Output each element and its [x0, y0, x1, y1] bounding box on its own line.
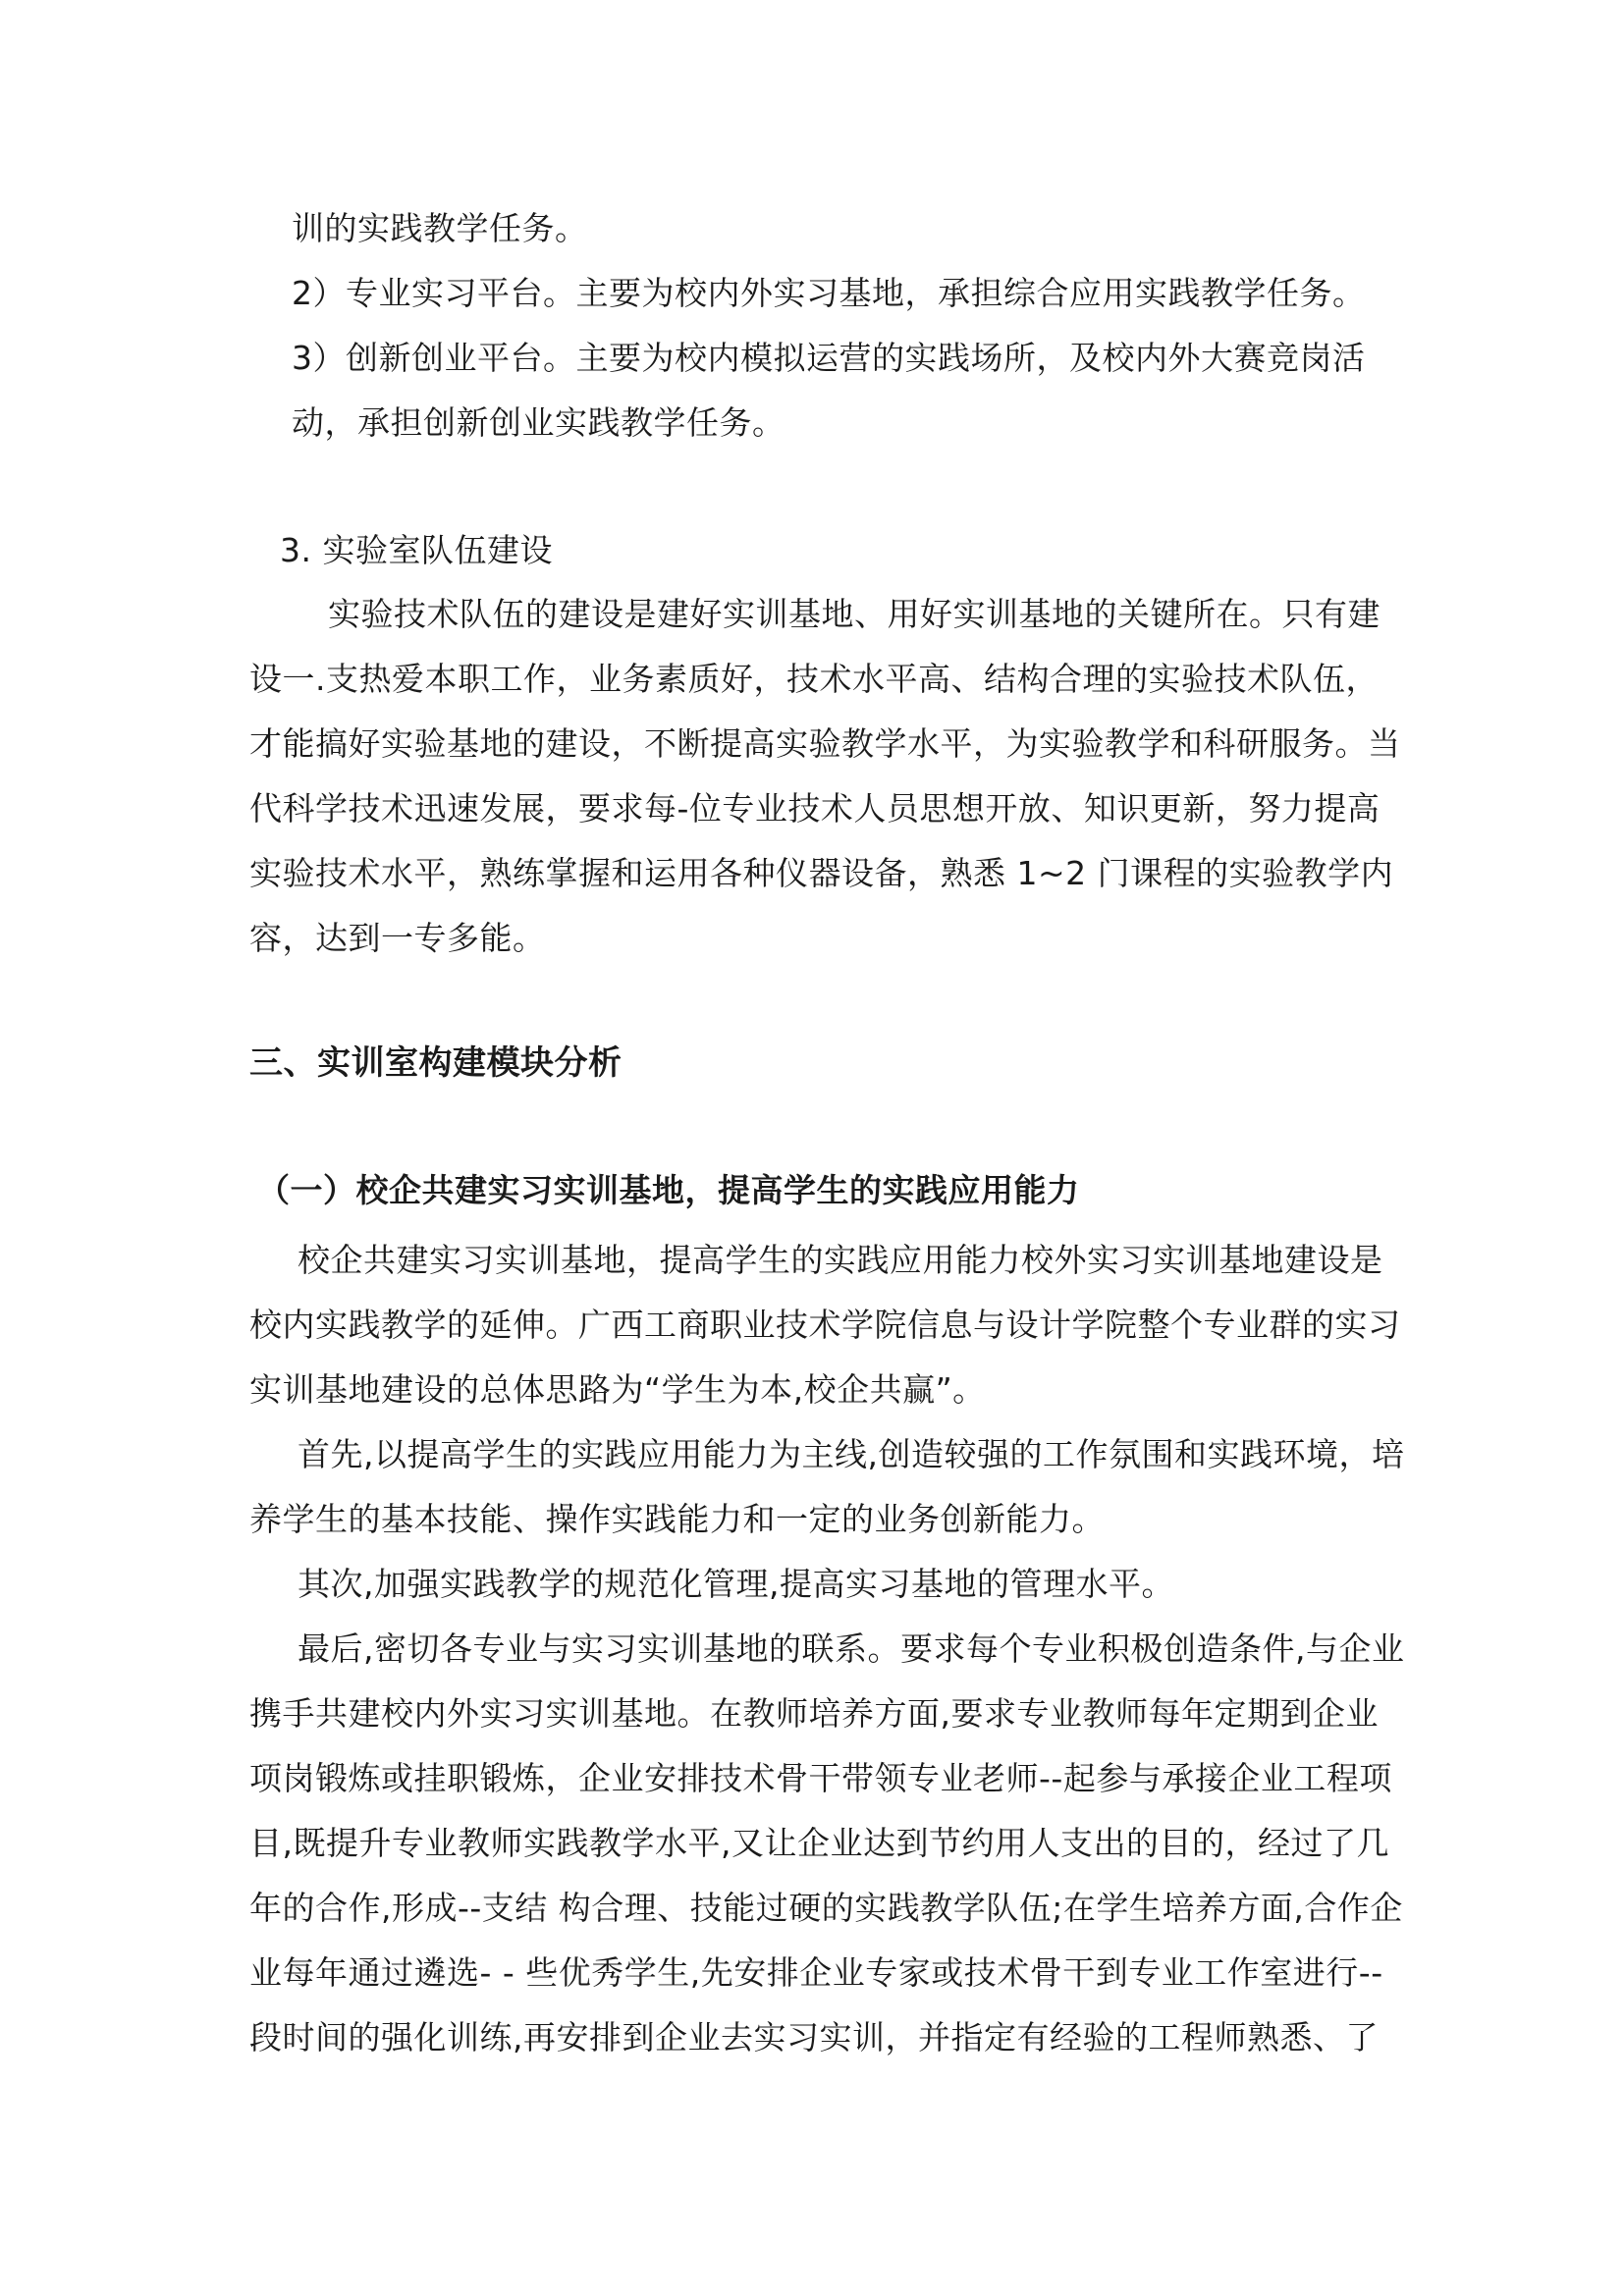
body-line: 段时间的强化训练,再安排到企业去实习实训，并指定有经验的工程师熟悉、了 [249, 2018, 1379, 2056]
body-line: 年的合作,形成--支结 构合理、技能过硬的实践教学队伍;在学生培养方面,合作企 [249, 1889, 1403, 1927]
body-line: 训的实践教学任务。 [292, 209, 588, 247]
body-line: 实训基地建设的总体思路为“学生为本,校企共赢”。 [249, 1370, 986, 1409]
body-line: 目,既提升专业教师实践教学水平,又让企业达到节约用人支出的目的，经过了几 [249, 1824, 1389, 1862]
body-line: 实验技术水平，熟练掌握和运用各种仪器设备，熟悉 1~2 门课程的实验教学内 [249, 854, 1394, 892]
body-line: 设一.支热爱本职工作，业务素质好，技术水平高、结构合理的实验技术队伍， [249, 660, 1379, 698]
section-heading: 3. 实验室队伍建设 [280, 531, 553, 569]
body-line: 携手共建校内外实习实训基地。在教师培养方面,要求专业教师每年定期到企业 [249, 1694, 1379, 1733]
body-line: 3）创新创业平台。主要为校内模拟运营的实践场所，及校内外大赛竞岗活 [292, 339, 1366, 377]
chapter-heading: 三、实训室构建模块分析 [249, 1043, 623, 1083]
body-line: 代科学技术迅速发展，要求每-位专业技术人员思想开放、知识更新，努力提高 [249, 789, 1380, 828]
body-line: 校企共建实习实训基地，提高学生的实践应用能力校外实习实训基地建设是 [298, 1241, 1383, 1279]
body-line: 养学生的基本技能、操作实践能力和一定的业务创新能力。 [249, 1500, 1105, 1538]
body-line: 其次,加强实践教学的规范化管理,提高实习基地的管理水平。 [298, 1565, 1174, 1603]
body-line: 最后,密切各专业与实习实训基地的联系。要求每个专业积极创造条件,与企业 [298, 1629, 1405, 1668]
body-line: 首先,以提高学生的实践应用能力为主线,创造较强的工作氛围和实践环境，培 [298, 1435, 1405, 1473]
body-line: 容，达到一专多能。 [249, 919, 546, 957]
body-line: 校内实践教学的延伸。广西工商职业技术学院信息与设计学院整个专业群的实习 [249, 1306, 1401, 1344]
body-line: 动，承担创新创业实践教学任务。 [292, 403, 785, 442]
subsection-heading: （一）校企共建实习实训基地，提高学生的实践应用能力 [257, 1171, 1080, 1209]
body-line: 项岗锻炼或挂职锻炼，企业安排技术骨干带领专业老师--起参与承接企业工程项 [249, 1759, 1392, 1797]
body-line: 2）专业实习平台。主要为校内外实习基地，承担综合应用实践教学任务。 [292, 274, 1366, 312]
body-line: 才能搞好实验基地的建设，不断提高实验教学水平，为实验教学和科研服务。当 [249, 724, 1401, 763]
body-line: 业每年通过遴选- - 些优秀学生,先安排企业专家或技术骨干到专业工作室进行-- [249, 1953, 1383, 1992]
body-line: 实验技术队伍的建设是建好实训基地、用好实训基地的关键所在。只有建 [328, 595, 1380, 633]
